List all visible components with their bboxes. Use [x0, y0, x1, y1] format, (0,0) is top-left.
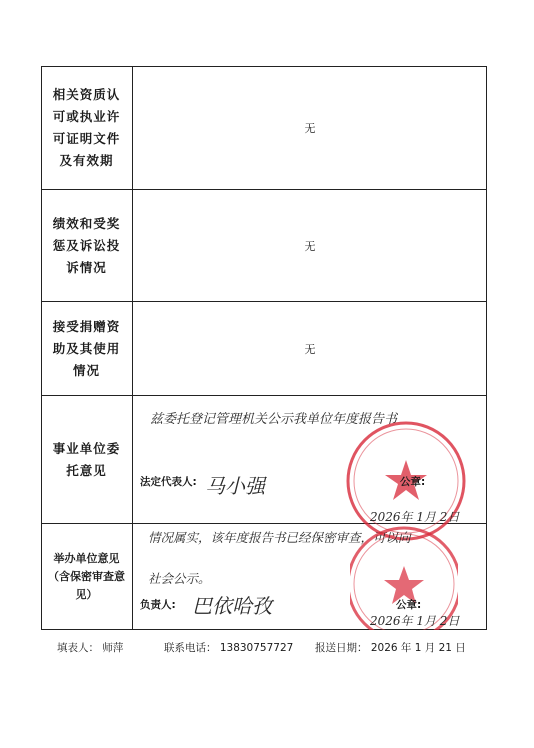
sponsor-opinion-line2: 社会公示。 — [148, 571, 211, 586]
sponsor-date: 2026年 1月 2日 — [370, 614, 460, 628]
row-label-donations: 接受捐赠资助及其使用情况 — [52, 318, 121, 378]
legal-rep-signature: 马小强 — [205, 474, 265, 498]
responsible-label: 负责人: — [140, 599, 176, 611]
responsible-signature: 巴依哈孜 — [192, 594, 272, 618]
row-label-performance: 绩效和受奖惩及诉讼投诉情况 — [52, 215, 121, 275]
row-label-entrust: 事业单位委托意见 — [52, 440, 121, 478]
entrust-seal-label: 公章: — [400, 476, 426, 488]
entrust-date: 2026年 1月 2日 — [370, 510, 460, 524]
footer-filler: 填表人： 师萍 — [57, 642, 124, 654]
footer-phone: 联系电话： 13830757727 — [164, 642, 294, 654]
row-label-sponsor: 举办单位意见（含保密审查意见） — [48, 552, 125, 601]
row-value-qualification: 无 — [304, 121, 316, 135]
footer-submit-date: 报送日期： 2026 年 1 月 21 日 — [315, 642, 466, 654]
row-value-donations: 无 — [304, 342, 316, 356]
row-label-qualification: 相关资质认可或执业许可证明文件及有效期 — [52, 86, 121, 168]
sponsor-seal-label: 公章: — [396, 599, 422, 611]
legal-rep-label: 法定代表人: — [140, 476, 197, 488]
sponsor-opinion-line1: 情况属实，该年度报告书已经保密审查，可以向 — [148, 530, 411, 545]
row-value-performance: 无 — [304, 239, 316, 253]
entrust-opinion-handwriting: 兹委托登记管理机关公示我单位年度报告书 — [150, 412, 398, 427]
